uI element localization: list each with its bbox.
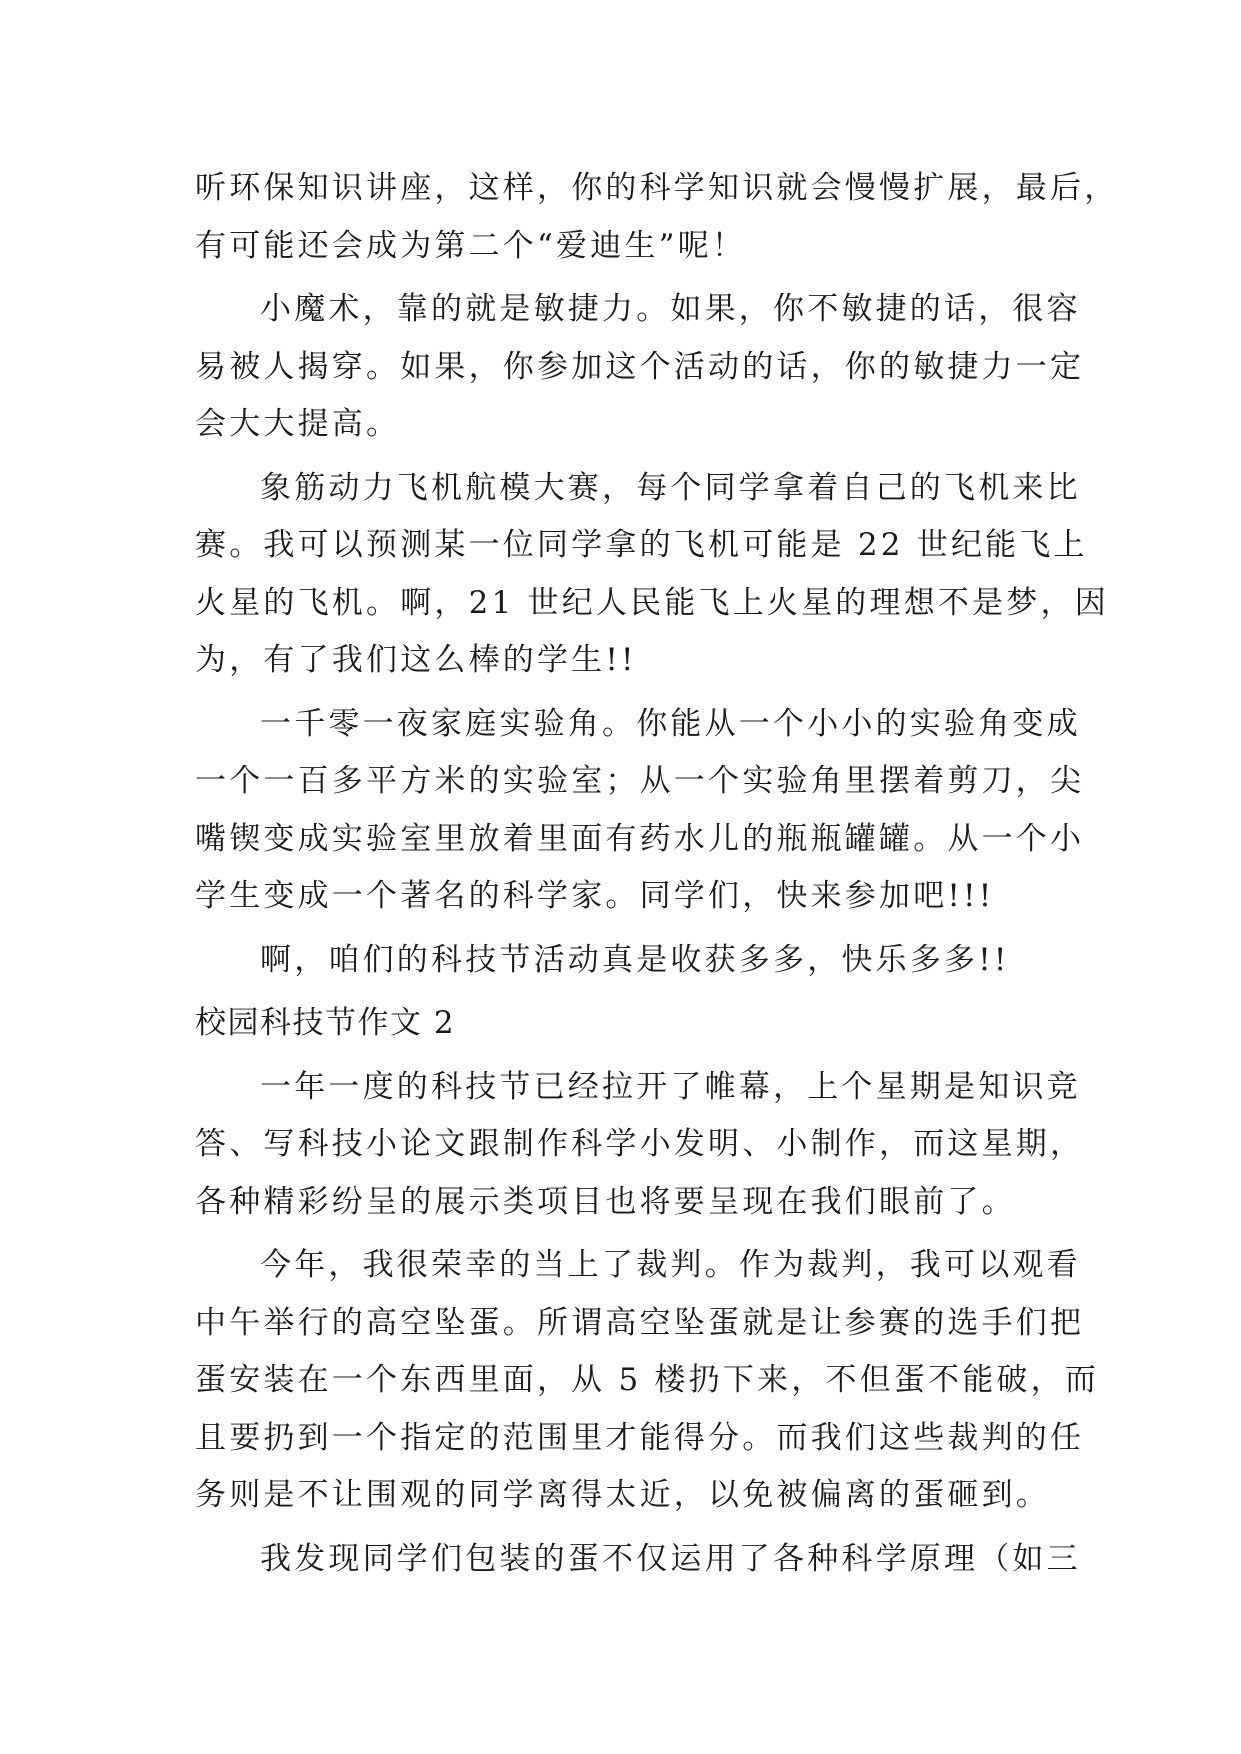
paragraph [195,1531,1081,1589]
paragraph-line: 蛋安装在一个东西里面，从 5 楼扔下来，不但蛋不能破，而 [195,1362,1100,1398]
paragraph-line: 一个一百多平方米的实验室；从一个实验角里摆着剪刀，尖 [195,763,1085,799]
paragraph-line: 一千零一夜家庭实验角。你能从一个小小的实验角变成 [260,705,1081,742]
paragraph [195,1059,1085,1232]
paragraph-line: 会大大提高。 [195,406,401,442]
paragraph-line: 务则是不让围观的同学离得太近，以免被偏离的蛋砸到。 [195,1477,1050,1513]
paragraph [195,460,1109,690]
paragraph [195,696,1085,926]
heading-text: 校园科技节作文 2 [195,1005,456,1041]
paragraph-line: 学生变成一个著名的科学家。同学们，快来参加吧!!! [195,878,995,914]
paragraph-line: 易被人揭穿。如果，你参加这个活动的话，你的敏捷力一定 [195,348,1085,385]
paragraph-line: 且要扔到一个指定的范围里才能得分。而我们这些裁判的任 [195,1419,1085,1456]
paragraph-line: 答、写科技小论文跟制作科学小发明、小制作，而这星期， [195,1126,1085,1162]
paragraph-line: 赛。我可以预测某一位同学拿的飞机可能是 22 世纪能飞上 [195,527,1088,563]
paragraph-line: 一年一度的科技节已经拉开了帷幕，上个星期是知识竞 [260,1068,1081,1105]
document-body [195,160,1119,1588]
paragraph-line: 各种精彩纷呈的展示类项目也将要呈现在我们眼前了。 [195,1183,1016,1220]
paragraph-line: 中午举行的高空坠蛋。所谓高空坠蛋就是让参赛的选手们把 [195,1304,1085,1341]
paragraph [195,1237,1100,1525]
paragraph-line: 为，有了我们这么棒的学生!! [195,642,637,678]
paragraph-line: 嘴锲变成实验室里放着里面有药水儿的瓶瓶罐罐。从一个小 [195,820,1085,857]
paragraph-line: 今年，我很荣幸的当上了裁判。作为裁判，我可以观看 [260,1247,1081,1283]
paragraph [195,932,1075,990]
section-heading [195,995,1075,1053]
paragraph-line: 小魔术，靠的就是敏捷力。如果，你不敏捷的话，很容 [260,291,1081,327]
paragraph-line: 啊，咱们的科技节活动真是收获多多，快乐多多!! [260,941,1010,978]
paragraph-line: 听环保知识讲座，这样，你的科学知识就会慢慢扩展，最后， [195,170,1119,206]
paragraph-line: 象筋动力飞机航模大赛，每个同学拿着自己的飞机来比 [260,469,1081,506]
paragraph-line: 我发现同学们包装的蛋不仅运用了各种科学原理（如三 [260,1540,1081,1577]
paragraph [195,160,1119,275]
paragraph-line: 有可能还会成为第二个“爱迪生”呢！ [195,227,747,264]
paragraph-line: 火星的飞机。啊，21 世纪人民能飞上火星的理想不是梦，因 [195,584,1109,621]
paragraph [195,281,1085,454]
